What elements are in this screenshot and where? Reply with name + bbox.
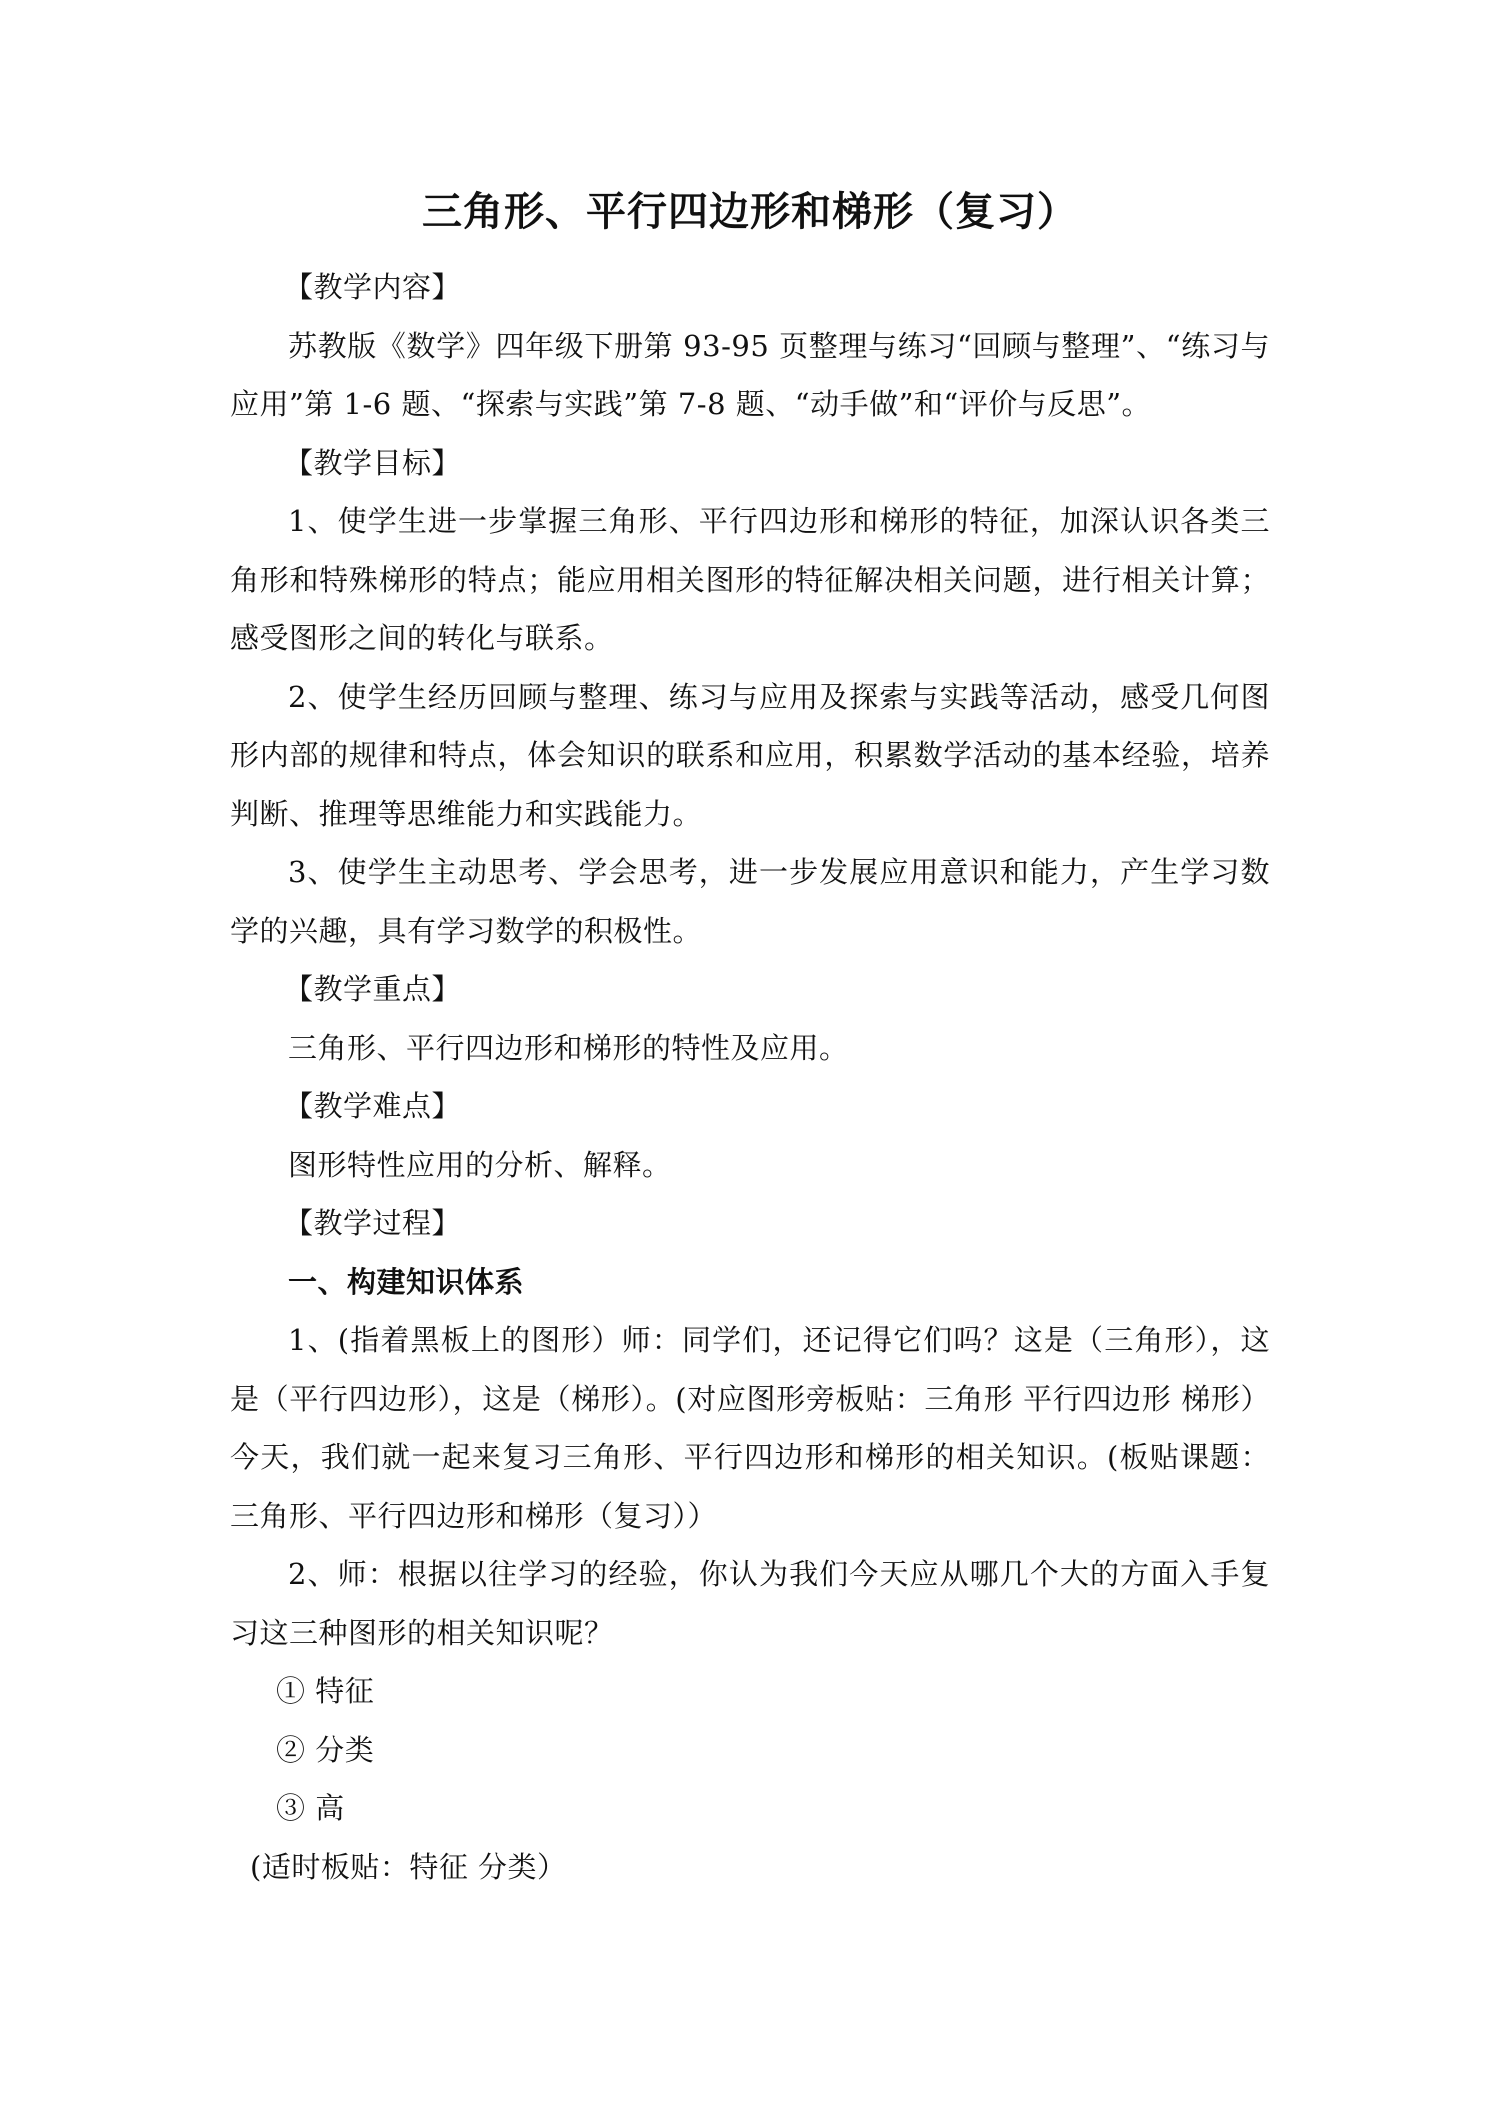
list-item: ② 分类 <box>276 1732 375 1767</box>
document-page <box>230 170 1270 1896</box>
board-note: (适时板贴：特征 分类） <box>250 1849 567 1884</box>
process-step-2: 2、师：根据以往学习的经验，你认为我们今天应从哪几个大的方面入手复习这三种图形的相关知识呢？ <box>230 1557 1270 1650</box>
teaching-goal-1: 1、使学生进一步掌握三角形、平行四边形和梯形的特征，加深认识各类三角形和特殊梯形的特点；能应用相关图形的特征解决相关问题，进行相关计算；感受图形之间的转化与联系。 <box>230 504 1270 655</box>
teaching-key-text: 三角形、平行四边形和梯形的特性及应用。 <box>288 1030 849 1065</box>
list-item: ① 特征 <box>276 1674 375 1708</box>
teaching-process-heading: 【教学过程】 <box>284 1206 462 1240</box>
teaching-difficulty-heading: 【教学难点】 <box>284 1089 462 1123</box>
teaching-content-heading: 【教学内容】 <box>284 270 462 304</box>
teaching-goal-2: 2、使学生经历回顾与整理、练习与应用及探索与实践等活动，感受几何图形内部的规律和特点，体会知识的联系和应用，积累数学活动的基本经验，培养判断、推理等思维能力和实践能力。 <box>230 679 1270 831</box>
teaching-difficulty-text: 图形特性应用的分析、解释。 <box>288 1147 672 1182</box>
teaching-key-heading: 【教学重点】 <box>284 972 462 1006</box>
process-step-1: 1、(指着黑板上的图形）师：同学们，还记得它们吗？这是（三角形），这是（平行四边形），这是（梯形）。(对应图形旁板贴：三角形 平行四边形 梯形）今天，我们就一起来复习三角形、平行四边形和梯形的相关知识。(板贴课题：三角形、平行四边形和梯形（复习）） <box>230 1323 1270 1533</box>
document-title: 三角形、平行四边形和梯形（复习） <box>422 188 1078 235</box>
part-one-heading: 一、构建知识体系 <box>288 1264 525 1299</box>
list-item: ③ 高 <box>276 1791 345 1825</box>
teaching-goal-3: 3、使学生主动思考、学会思考，进一步发展应用意识和能力，产生学习数学的兴趣，具有学习数学的积极性。 <box>230 855 1270 948</box>
teaching-goals-heading: 【教学目标】 <box>284 445 462 480</box>
teaching-content-text: 苏教版《数学》四年级下册第 93-95 页整理与练习“回顾与整理”、“练习与应用”第 1-6 题、“探索与实践”第 7-8 题、“动手做”和“评价与反思”。 <box>230 328 1270 421</box>
